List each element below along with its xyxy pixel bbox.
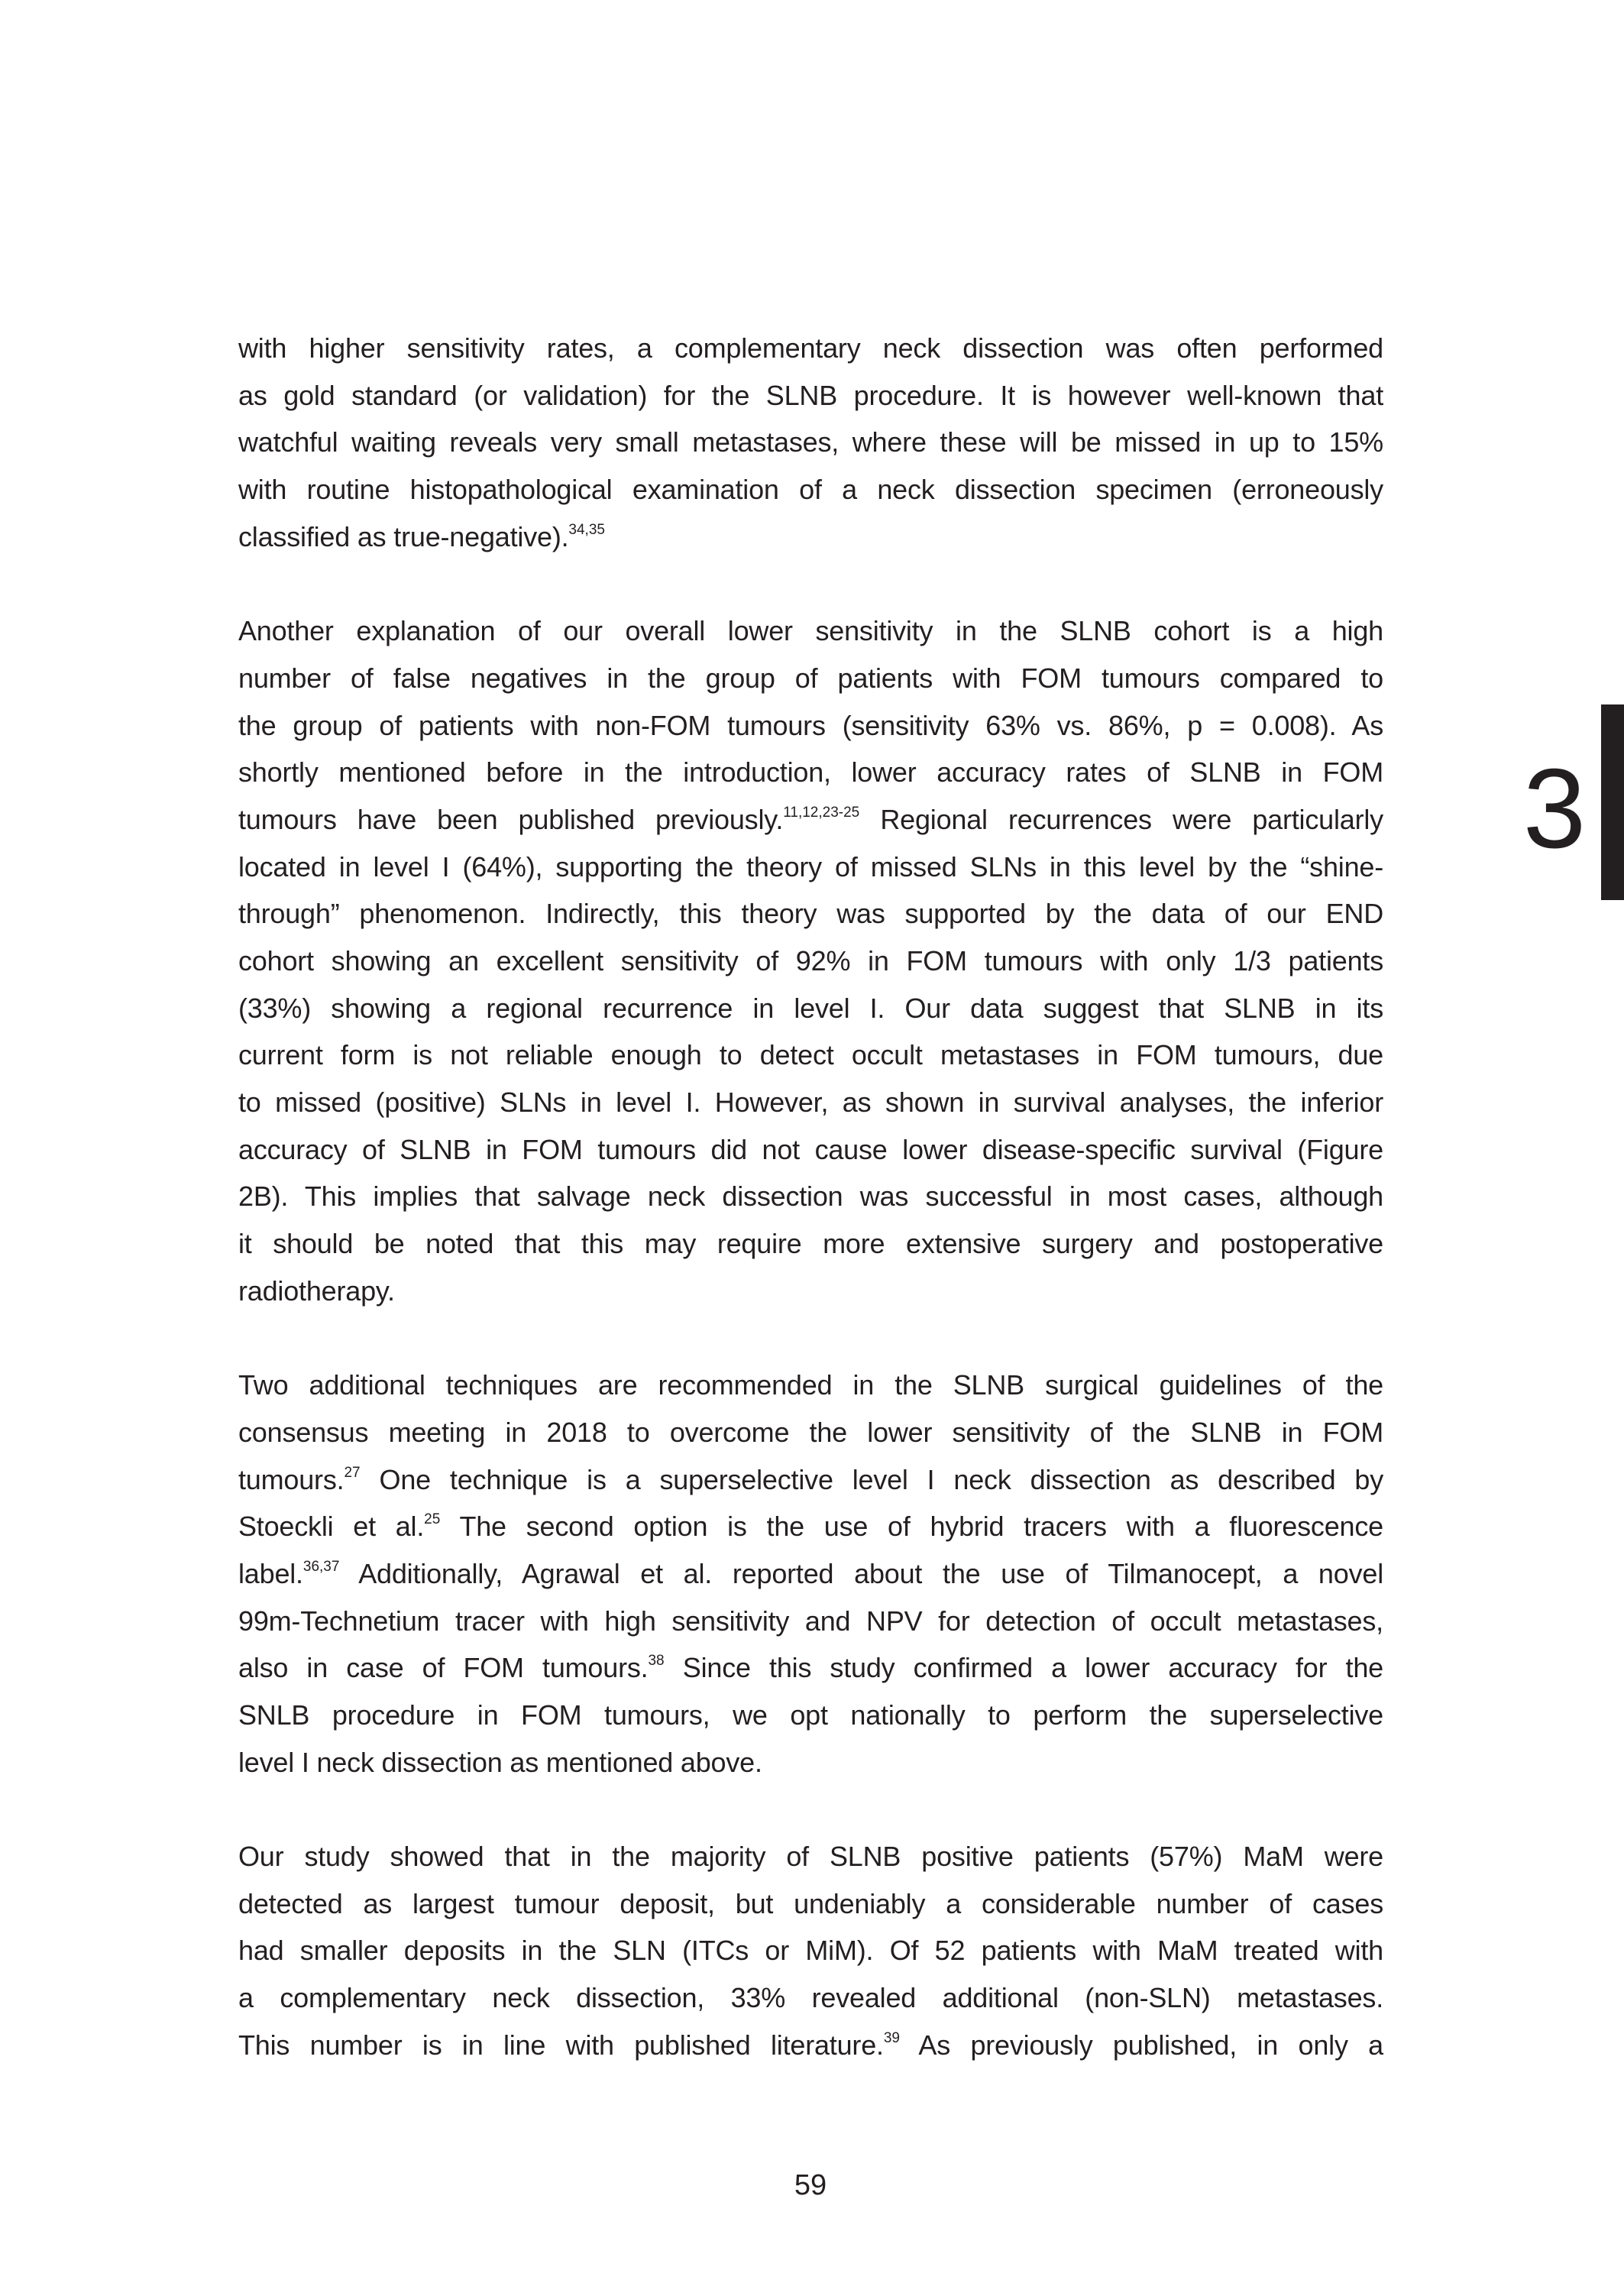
text-line (238, 1692, 1383, 1739)
text-run: Our study showed that in the majority of SLNB positive patients (57%) MaM were (238, 1841, 1383, 1872)
text-line (238, 1550, 1383, 1598)
text-line (238, 1409, 1383, 1456)
text-run: it should be noted that this may require more extensive surgery and postoperative (238, 1228, 1383, 1260)
text-line (238, 1739, 1383, 1786)
text-line (238, 1220, 1383, 1268)
text-run: Stoeckli et al. (238, 1511, 425, 1543)
text-run: the group of patients with non-FOM tumours (sensitivity 63% vs. 86%, p = 0.008). As (238, 709, 1383, 741)
text-line (238, 513, 1383, 561)
citation-superscript: 38 (648, 1653, 665, 1670)
text-run: (33%) showing a regional recurrence in level I. Our data suggest that SLNB in its (238, 992, 1383, 1024)
text-run: number of false negatives in the group of patients with FOM tumours compared to (238, 662, 1383, 694)
text-line (238, 1927, 1383, 1974)
text-run: 99m-Technetium tracer with high sensitivity and NPV for detection of occult metastases, (238, 1605, 1383, 1637)
citation-superscript: 27 (344, 1464, 361, 1481)
text-run: tumours have been published previously. (238, 803, 784, 835)
text-line (238, 890, 1383, 938)
text-run: label. (238, 1557, 303, 1589)
text-run: level I neck dissection as mentioned above. (238, 1746, 762, 1778)
text-line (238, 1503, 1383, 1550)
paragraph (238, 1833, 1383, 2068)
citation-superscript: 34,35 (568, 521, 605, 538)
text-run: accuracy of SLNB in FOM tumours did not cause lower disease-specific survival (Figure (238, 1133, 1383, 1165)
text-line (238, 985, 1383, 1032)
text-run: to missed (positive) SLNs in level I. However, as shown in survival analyses, the inferior (238, 1087, 1383, 1118)
text-run: had smaller deposits in the SLN (ITCs or MiM). Of 52 patients with MaM treated with (238, 1935, 1383, 1967)
citation-superscript: 11,12,23-25 (783, 804, 860, 821)
text-line (238, 1032, 1383, 1079)
text-run: The second option is the use of hybrid tracers with a fluorescence (440, 1511, 1383, 1543)
body-text (238, 325, 1383, 2116)
text-run: This number is in line with published literature. (238, 2029, 884, 2061)
text-line (238, 372, 1383, 419)
citation-superscript: 25 (424, 1511, 441, 1528)
text-run: a complementary neck dissection, 33% revealed additional (non-SLN) metastases. (238, 1982, 1383, 2014)
citation-superscript: 39 (883, 2029, 900, 2046)
paragraph (238, 1362, 1383, 1786)
text-run: Since this study confirmed a lower accuracy for the (664, 1652, 1383, 1684)
text-line (238, 1362, 1383, 1409)
text-run: as gold standard (or validation) for the SLNB procedure. It is however well-known that (238, 379, 1383, 411)
text-run: detected as largest tumour deposit, but undeniably a considerable number of cases (238, 1887, 1383, 1919)
text-line (238, 1456, 1383, 1504)
text-run: One technique is a superselective level I neck dissection as described by (360, 1463, 1383, 1495)
text-line (238, 796, 1383, 844)
text-line (238, 1598, 1383, 1645)
text-run: Additionally, Agrawal et al. reported about the use of Tilmanocept, a novel (339, 1557, 1383, 1589)
text-line (238, 1173, 1383, 1220)
text-run: cohort showing an excellent sensitivity of 92% in FOM tumours with only 1/3 patients (238, 944, 1383, 976)
text-run: SNLB procedure in FOM tumours, we opt nationally to perform the superselective (238, 1699, 1383, 1731)
text-run: with routine histopathological examination of a neck dissection specimen (erroneously (238, 474, 1383, 506)
text-line (238, 325, 1383, 372)
text-run: Two additional techniques are recommended in the SLNB surgical guidelines of the (238, 1369, 1383, 1401)
text-run: with higher sensitivity rates, a complementary neck dissection was often performed (238, 332, 1383, 364)
text-run: located in level I (64%), supporting the theory of missed SLNs in this level by the “shine- (238, 850, 1383, 883)
text-run: consensus meeting in 2018 to overcome the lower sensitivity of the SLNB in FOM (238, 1416, 1383, 1448)
text-line (238, 938, 1383, 985)
chapter-tab-bar (1601, 704, 1624, 900)
paragraph (238, 607, 1383, 1314)
text-line (238, 1268, 1383, 1315)
text-run: As previously published, in only a (899, 2029, 1383, 2061)
text-run: watchful waiting reveals very small metastases, where these will be missed in up to 15% (238, 426, 1383, 458)
text-run: Regional recurrences were particularly (859, 803, 1383, 835)
text-line (238, 844, 1383, 891)
text-line (238, 2022, 1383, 2069)
text-run: radiotherapy. (238, 1274, 395, 1307)
citation-superscript: 36,37 (302, 1558, 340, 1575)
text-run: through” phenomenon. Indirectly, this theory was supported by the data of our END (238, 898, 1383, 930)
text-line (238, 1880, 1383, 1928)
text-line (238, 655, 1383, 702)
chapter-number: 3 (1522, 746, 1587, 872)
text-run: Another explanation of our overall lower sensitivity in the SLNB cohort is a high (238, 615, 1383, 647)
text-line (238, 607, 1383, 655)
text-line (238, 419, 1383, 466)
page-number: 59 (794, 2169, 827, 2201)
text-line (238, 702, 1383, 750)
text-line (238, 1079, 1383, 1126)
text-line (238, 1126, 1383, 1174)
text-line (238, 1833, 1383, 1880)
text-run: current form is not reliable enough to detect occult metastases in FOM tumours, due (238, 1039, 1383, 1071)
text-run: also in case of FOM tumours. (238, 1652, 649, 1684)
text-run: classified as true-negative). (238, 520, 569, 552)
text-line (238, 1644, 1383, 1692)
text-run: shortly mentioned before in the introduction, lower accuracy rates of SLNB in FOM (238, 756, 1383, 789)
text-line (238, 1974, 1383, 2022)
text-line (238, 466, 1383, 513)
text-run: 2B). This implies that salvage neck dissection was successful in most cases, although (238, 1181, 1383, 1213)
text-run: tumours. (238, 1463, 345, 1495)
text-line (238, 749, 1383, 796)
paragraph (238, 325, 1383, 560)
